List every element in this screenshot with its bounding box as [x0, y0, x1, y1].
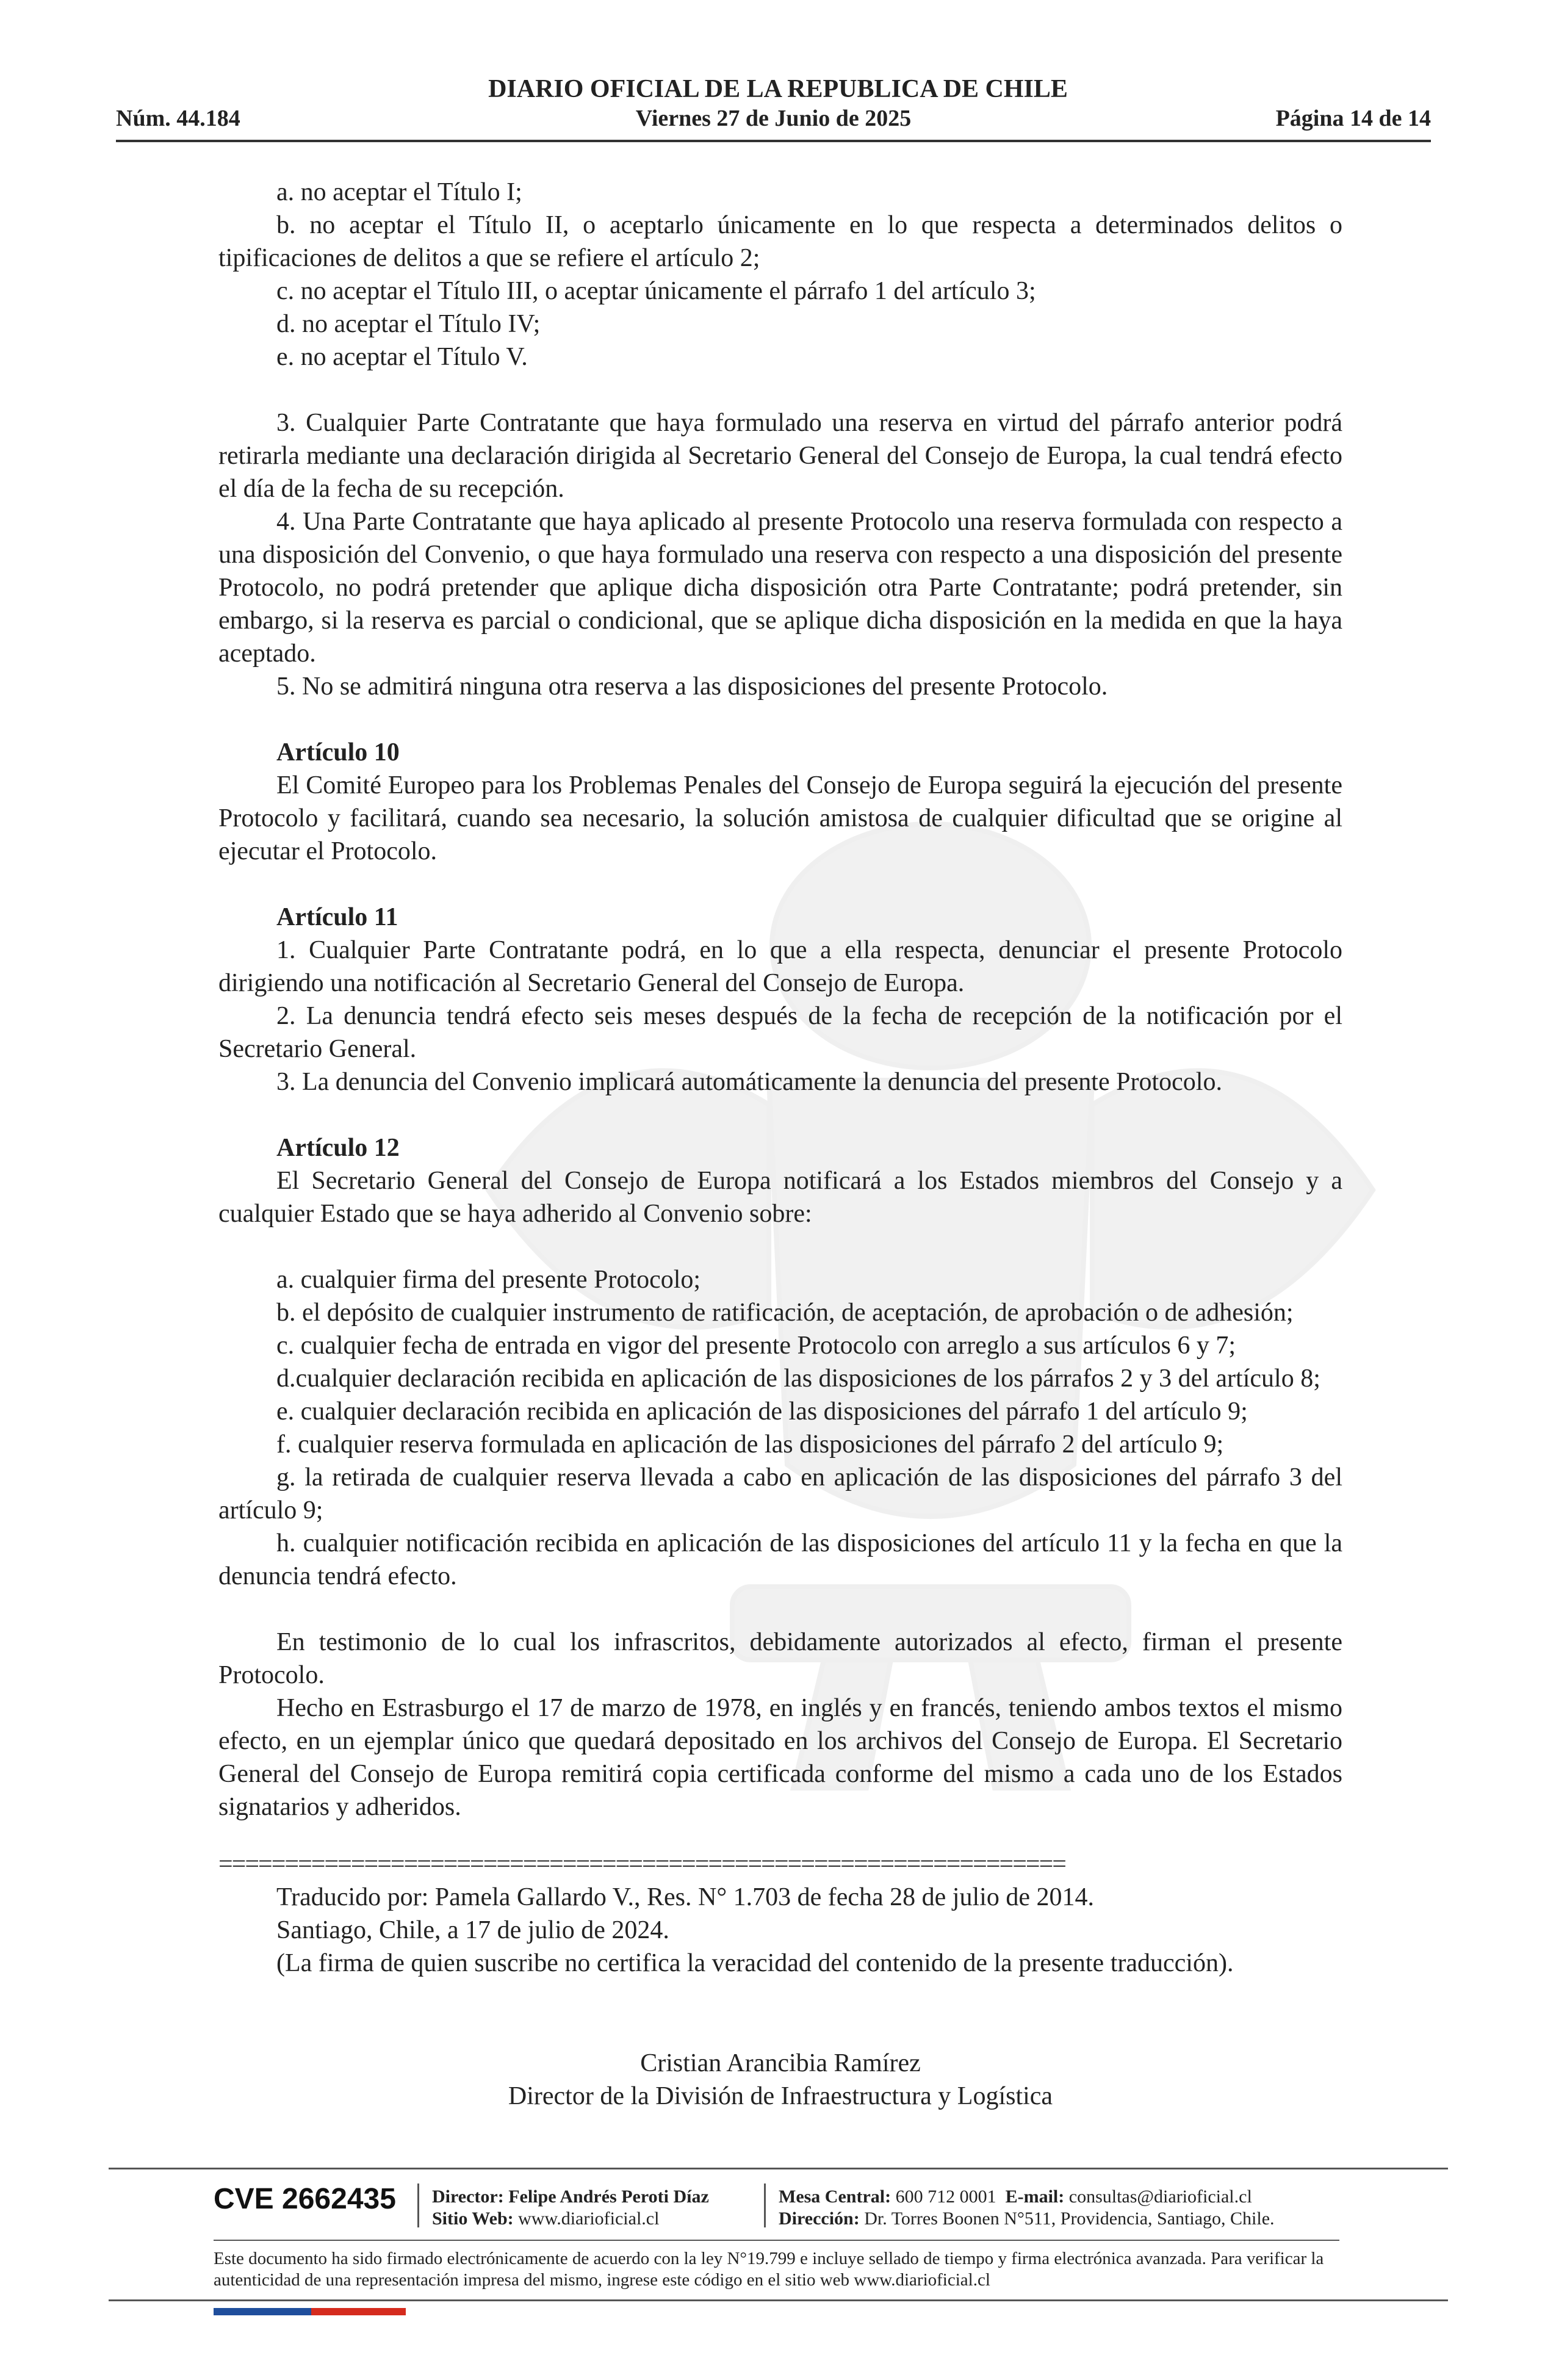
phone-label: Mesa Central:: [779, 2187, 891, 2207]
header-row: [116, 104, 1431, 133]
place-date: Santiago, Chile, a 17 de julio de 2024.: [276, 1916, 669, 1944]
list-item: g. la retirada de cualquier reserva llevada a cabo en aplicación de las disposiciones del párrafo 3 del artículo 9;: [218, 1463, 1342, 1524]
paragraph: 3. La denuncia del Convenio implicará automáticamente la denuncia del presente Protocolo.: [276, 1068, 1222, 1096]
legal-note: Este documento ha sido firmado electrónicamente de acuerdo con la ley N°19.799 e incluye sellado de tiempo y firma electrónica avanzada. Para verificar la autenticidad de una representación impresa del mismo, ingrese este código en el sitio web www.diarioficial.cl: [214, 2249, 1324, 2290]
director-name: Felipe Andrés Peroti Díaz: [508, 2187, 709, 2207]
translator-note: Traducido por: Pamela Gallardo V., Res. N° 1.703 de fecha 28 de julio de 2014.: [276, 1883, 1094, 1911]
flag-stripe-blue: [214, 2308, 311, 2315]
footer-contact-block: [779, 2186, 1275, 2230]
disclaimer: (La firma de quien suscribe no certifica la veracidad del contenido de la presente traducción).: [276, 1949, 1234, 1977]
list-item: f. cualquier reserva formulada en aplicación de las disposiciones del párrafo 2 del artículo 9;: [276, 1430, 1224, 1459]
newspaper-title: DIARIO OFICIAL DE LA REPUBLICA DE CHILE: [488, 75, 1068, 103]
paragraph: 5. No se admitirá ninguna otra reserva a las disposiciones del presente Protocolo.: [276, 673, 1108, 701]
flag-stripe-red: [311, 2308, 406, 2315]
article-heading: Artículo 12: [276, 1134, 400, 1162]
address-value: Dr. Torres Boonen N°511, Providencia, Santiago, Chile.: [864, 2209, 1275, 2229]
footer-director-block: [432, 2186, 709, 2230]
paragraph: En testimonio de lo cual los infrascritos, debidamente autorizados al efecto, firman el presente Protocolo.: [218, 1628, 1342, 1689]
signer-name: Cristian Arancibia Ramírez: [640, 2049, 921, 2077]
footer-divider-inner: [214, 2240, 1339, 2241]
paragraph: 3. Cualquier Parte Contratante que haya formulado una reserva en virtud del párrafo anterior podrá retirarla mediante una declaración dirigida al Secretario General del Consejo de Europa, la cual tendrá efecto el día de la fecha de su recepción.: [218, 409, 1342, 503]
header-divider: [116, 140, 1431, 142]
footer-divider: [109, 2168, 1448, 2169]
footer-separator: [417, 2183, 419, 2227]
paragraph: 1. Cualquier Parte Contratante podrá, en lo que a ella respecta, denunciar el presente Protocolo dirigiendo una notificación al Secretario General del Consejo de Europa.: [218, 936, 1342, 997]
paragraph: a. no aceptar el Título I;: [276, 178, 522, 206]
director-label: Director:: [432, 2187, 504, 2207]
paragraph: Hecho en Estrasburgo el 17 de marzo de 1978, en inglés y en francés, teniendo ambos textos el mismo efecto, en un ejemplar único que quedará depositado en los archivos del Consejo de Europa. El Secretario General del Consejo de Europa remitirá copia certificada conforme del mismo a cada uno de los Estados signatarios y adheridos.: [218, 1694, 1342, 1821]
email-label: E-mail:: [1005, 2187, 1065, 2207]
phone-value: 600 712 0001: [895, 2187, 996, 2207]
list-item: a. cualquier firma del presente Protocolo;: [276, 1266, 701, 1294]
list-item: e. cualquier declaración recibida en aplicación de las disposiciones del párrafo 1 del artículo 9;: [276, 1397, 1248, 1426]
paragraph: e. no aceptar el Título V.: [276, 343, 528, 371]
paragraph: d. no aceptar el Título IV;: [276, 310, 541, 338]
separator-line: ================================================================: [218, 1850, 1065, 1878]
list-item: c. cualquier fecha de entrada en vigor del presente Protocolo con arreglo a sus artículos 6 y 7;: [276, 1332, 1236, 1360]
article-heading: Artículo 10: [276, 738, 400, 766]
footer-divider-bottom: [109, 2299, 1448, 2301]
issue-number: Núm. 44.184: [116, 106, 240, 131]
paragraph: c. no aceptar el Título III, o aceptar únicamente el párrafo 1 del artículo 3;: [276, 277, 1036, 305]
web-label: Sitio Web:: [432, 2209, 514, 2229]
article-heading: Artículo 11: [276, 903, 398, 931]
page-indicator: Página 14 de 14: [1275, 106, 1431, 131]
paragraph: 4. Una Parte Contratante que haya aplicado al presente Protocolo una reserva formulada con respecto a una disposición del Convenio, o que haya formulado una reserva con respecto a una disposición del presente Protocolo, no podrá pretender que aplique dicha disposición otra Parte Contratante; podrá pretender, sin embargo, si la reserva es parcial o condicional, que se aplique dicha disposición en la medida en que la haya aceptado.: [218, 508, 1342, 668]
list-item: h. cualquier notificación recibida en aplicación de las disposiciones del artículo 11 y la fecha en que la denuncia tendrá efecto.: [218, 1529, 1342, 1590]
address-label: Dirección:: [779, 2209, 860, 2229]
email-link[interactable]: consultas@diarioficial.cl: [1068, 2187, 1252, 2207]
document-body: [218, 176, 1342, 2113]
paragraph: El Secretario General del Consejo de Europa notificará a los Estados miembros del Consejo y a cualquier Estado que se haya adherido al Convenio sobre:: [218, 1167, 1342, 1228]
web-link[interactable]: www.diarioficial.cl: [518, 2209, 660, 2229]
signer-title: Director de la División de Infraestructura y Logística: [508, 2082, 1053, 2110]
issue-date: Viernes 27 de Junio de 2025: [635, 106, 912, 131]
paragraph: b. no aceptar el Título II, o aceptarlo únicamente en lo que respecta a determinados delitos o tipificaciones de delitos a que se refiere el artículo 2;: [218, 211, 1342, 272]
footer-separator: [764, 2183, 766, 2227]
paragraph: 2. La denuncia tendrá efecto seis meses después de la fecha de recepción de la notificación por el Secretario General.: [218, 1002, 1342, 1063]
cve-code: CVE 2662435: [214, 2183, 396, 2215]
list-item: b. el depósito de cualquier instrumento de ratificación, de aceptación, de aprobación o de adhesión;: [276, 1299, 1294, 1327]
paragraph: El Comité Europeo para los Problemas Penales del Consejo de Europa seguirá la ejecución del presente Protocolo y facilitará, cuando sea necesario, la solución amistosa de cualquier dificultad que se origine al ejecutar el Protocolo.: [218, 771, 1342, 865]
list-item: d.cualquier declaración recibida en aplicación de las disposiciones de los párrafos 2 y 3 del artículo 8;: [276, 1365, 1320, 1393]
